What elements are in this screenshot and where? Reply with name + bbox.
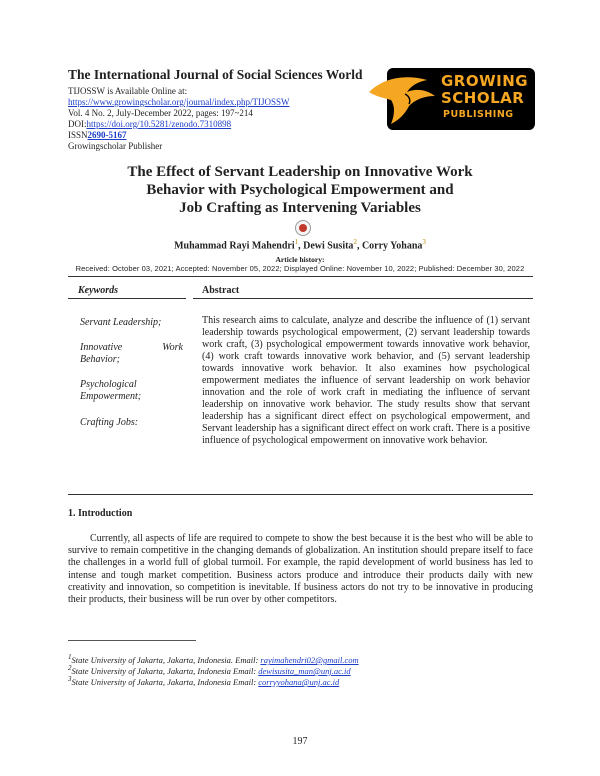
journal-title: The International Journal of Social Sciences World <box>68 67 363 82</box>
logo-line-scholar: SCHOLAR <box>441 89 525 107</box>
history-divider <box>68 276 533 277</box>
abstract-divider <box>193 298 533 299</box>
history-label: Article history: <box>275 255 325 264</box>
title-line-3: Job Crafting as Intervening Variables <box>179 200 421 216</box>
introduction-heading: 1. Introduction <box>68 508 133 519</box>
logo-line-publishing: PUBLISHING <box>443 109 514 120</box>
eagle-icon <box>365 70 445 130</box>
title-line-1: The Effect of Servant Leadership on Innovative Work <box>127 164 473 180</box>
footnote-text: State University of Jakarta, Jakarta, Indonesia Email: <box>71 665 259 676</box>
logo-line-growing: GROWING <box>441 72 529 90</box>
history-dates: Received: October 03, 2021; Accepted: November 05, 2022; Displayed Online: November 10, 2022; Published: December 30, 2022 <box>75 264 525 273</box>
introduction-text: Currently, all aspects of life are required to compete to show the best because it is the best who will be able to survive to remain competitive in the changing demands of globalization. An institution should prepare itself to face the challenges in a world full of global turmoil. For example, the rapid development of world business has led to intense and tough market competition. Business actors produce and introduce their products daily with new creativity and innovation, so competition is inevitable. If business actors do not try to be innovative in producing their products, their business will be run over by other competitors. <box>68 533 533 606</box>
footnote-text: State University of Jakarta, Jakarta, Indonesia. Email: <box>71 654 261 665</box>
keywords-divider <box>68 298 186 299</box>
footnote-text: State University of Jakarta, Jakarta, Indonesia Email: <box>71 676 259 687</box>
journal-url-link[interactable]: https://www.growingscholar.org/journal/index.php/TIJOSSW <box>68 97 290 107</box>
footnote-divider <box>68 640 196 641</box>
doi-link[interactable]: https://doi.org/10.5281/zenodo.7310898 <box>86 119 232 129</box>
keyword-item: Innovative Work Behavior; <box>80 342 183 365</box>
keyword-item: Servant Leadership; <box>80 317 162 328</box>
paper-title <box>60 163 540 217</box>
keyword-item: Crafting Jobs: <box>80 417 139 428</box>
author-list <box>60 238 540 251</box>
keywords-heading: Keywords <box>78 285 118 296</box>
doi-line <box>68 119 231 130</box>
footnote-num: 1 <box>68 653 72 661</box>
footnote <box>68 674 339 687</box>
abstract-heading: Abstract <box>202 285 240 296</box>
doi-label: DOI: <box>68 119 87 129</box>
availability-note: TIJOSSW is Available Online at: <box>68 86 188 96</box>
footnote-email-link[interactable]: dewisusita_man@unj.ac.id <box>258 665 351 676</box>
issn-label: ISSN <box>68 130 88 140</box>
author-1: Muhammad Rayi Mahendri <box>174 240 295 252</box>
publisher: Growingscholar Publisher <box>68 141 163 151</box>
author-3-sup: 3 <box>422 238 426 246</box>
journal-url-line <box>68 97 289 108</box>
author-1-sup: 1 <box>294 238 299 246</box>
author-2-sup: 2 <box>353 238 357 246</box>
crossmark-badge-icon[interactable] <box>295 220 311 236</box>
author-sep: , <box>298 240 304 252</box>
author-2: Dewi Susita <box>303 240 354 252</box>
footnote-num: 3 <box>68 675 72 683</box>
issn-line <box>68 130 127 141</box>
issn-link[interactable]: 2690-5167 <box>87 130 127 140</box>
keyword-item: Psychological Empowerment; <box>80 379 142 402</box>
abstract-bottom-divider <box>68 494 533 495</box>
page-number: 197 <box>292 736 308 747</box>
author-sep: , <box>356 240 362 252</box>
footnote-email-link[interactable]: rayimahendri02@gmail.com <box>260 654 359 665</box>
publisher-logo <box>365 68 535 132</box>
volume-info: Vol. 4 No. 2, July-December 2022, pages: 197~214 <box>68 108 253 118</box>
title-line-2: Behavior with Psychological Empowerment and <box>146 182 454 198</box>
author-3: Corry Yohana <box>361 240 423 252</box>
footnote-email-link[interactable]: corryyohana@unj.ac.id <box>258 676 340 687</box>
badge-dot <box>299 224 307 232</box>
abstract-text: This research aims to calculate, analyze and describe the influence of (1) servant leadership towards psychological empowerment, (2) servant leadership towards work craft, (3) psychological empowerment towards innovative work behavior, (4) work craft towards innovative work behavior, and (5) servant leadership towards innovative work behavior. It also examines how psychological empowerment mediates the influence of servant leadership on work behavior innovation and the role of work craft in mediating the influence of servant leadership on innovative work behavior. The study results show that servant leadership has a significant direct effect on psychological empowerment, and Servant leadership has a significant direct effect on work craft. There is a positive influence of psychological empowerment on innovative work behavior. <box>202 315 530 446</box>
footnote-num: 2 <box>68 664 72 672</box>
